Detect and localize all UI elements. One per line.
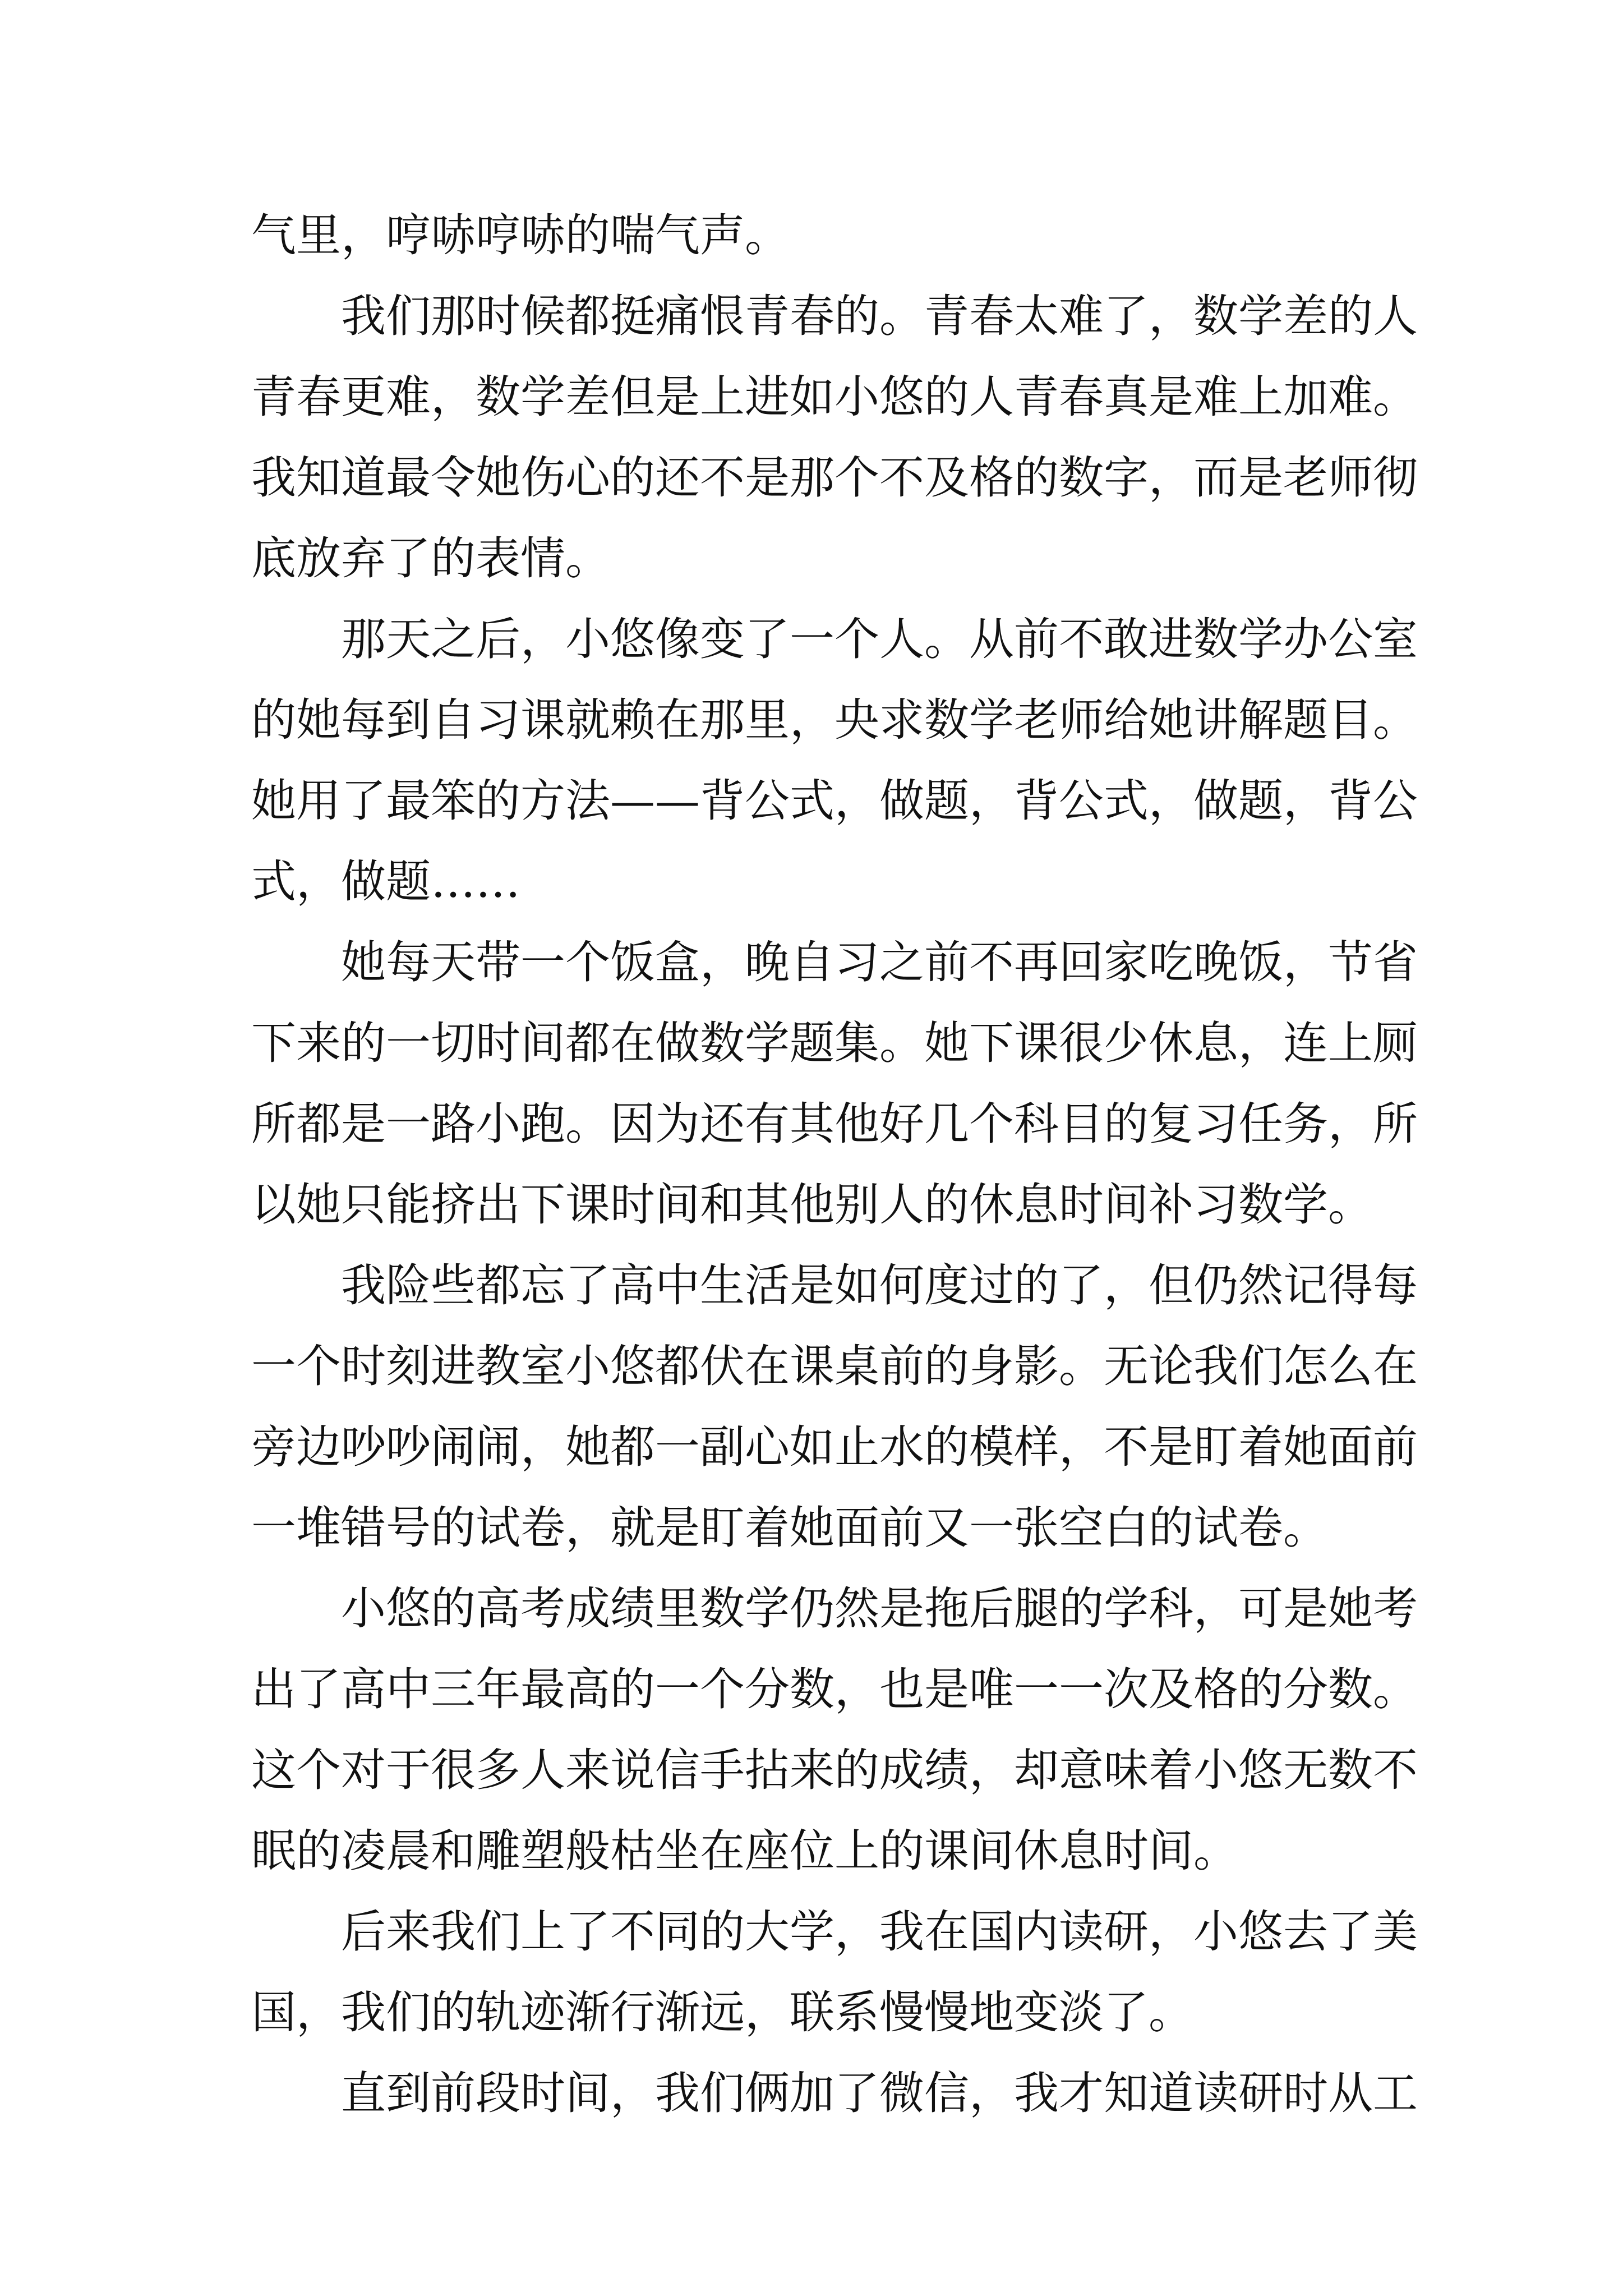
text-line: 以她只能挤出下课时间和其他别人的休息时间补习数学。	[251, 1179, 1373, 1231]
text-line: 青春更难，数学差但是上进如小悠的人青春真是难上加难。	[251, 371, 1418, 423]
text-line: 一个时刻进教室小悠都伏在课桌前的身影。无论我们怎么在	[251, 1340, 1418, 1392]
paragraph-first-line: 小悠的高考成绩里数学仍然是拖后腿的学科，可是她考	[341, 1582, 1418, 1635]
text-line: 底放弃了的表情。	[251, 532, 610, 585]
text-line: 气里，哼哧哼哧的喘气声。	[251, 209, 790, 261]
text-line: 眠的凌晨和雕塑般枯坐在座位上的课间休息时间。	[251, 1825, 1238, 1877]
paragraph-first-line: 那天之后，小悠像变了一个人。从前不敢进数学办公室	[341, 613, 1418, 665]
paragraph-first-line: 直到前段时间，我们俩加了微信，我才知道读研时从工	[341, 2067, 1418, 2119]
text-line: 这个对于很多人来说信手拈来的成绩，却意味着小悠无数不	[251, 1744, 1418, 1796]
text-line: 她用了最笨的方法——背公式，做题，背公式，做题，背公	[251, 775, 1418, 827]
paragraph-first-line: 我们那时候都挺痛恨青春的。青春太难了，数学差的人	[341, 290, 1418, 342]
text-line: 我知道最令她伤心的还不是那个不及格的数字，而是老师彻	[251, 452, 1418, 504]
text-line: 式，做题……	[251, 855, 520, 908]
paragraph-first-line: 她每天带一个饭盒，晚自习之前不再回家吃晚饭，节省	[341, 936, 1418, 988]
text-line: 的她每到自习课就赖在那里，央求数学老师给她讲解题目。	[251, 694, 1418, 746]
body-text	[251, 195, 1418, 2134]
text-line: 一堆错号的试卷，就是盯着她面前又一张空白的试卷。	[251, 1502, 1328, 1554]
paragraph-first-line: 后来我们上了不同的大学，我在国内读研，小悠去了美	[341, 1906, 1418, 1958]
text-line: 国，我们的轨迹渐行渐远，联系慢慢地变淡了。	[251, 1986, 1193, 2039]
text-line: 出了高中三年最高的一个分数，也是唯一一次及格的分数。	[251, 1663, 1418, 1715]
text-line: 所都是一路小跑。因为还有其他好几个科目的复习任务，所	[251, 1098, 1418, 1150]
text-line: 下来的一切时间都在做数学题集。她下课很少休息，连上厕	[251, 1017, 1418, 1069]
paragraph-first-line: 我险些都忘了高中生活是如何度过的了，但仍然记得每	[341, 1259, 1418, 1312]
text-line: 旁边吵吵闹闹，她都一副心如止水的模样，不是盯着她面前	[251, 1421, 1418, 1473]
